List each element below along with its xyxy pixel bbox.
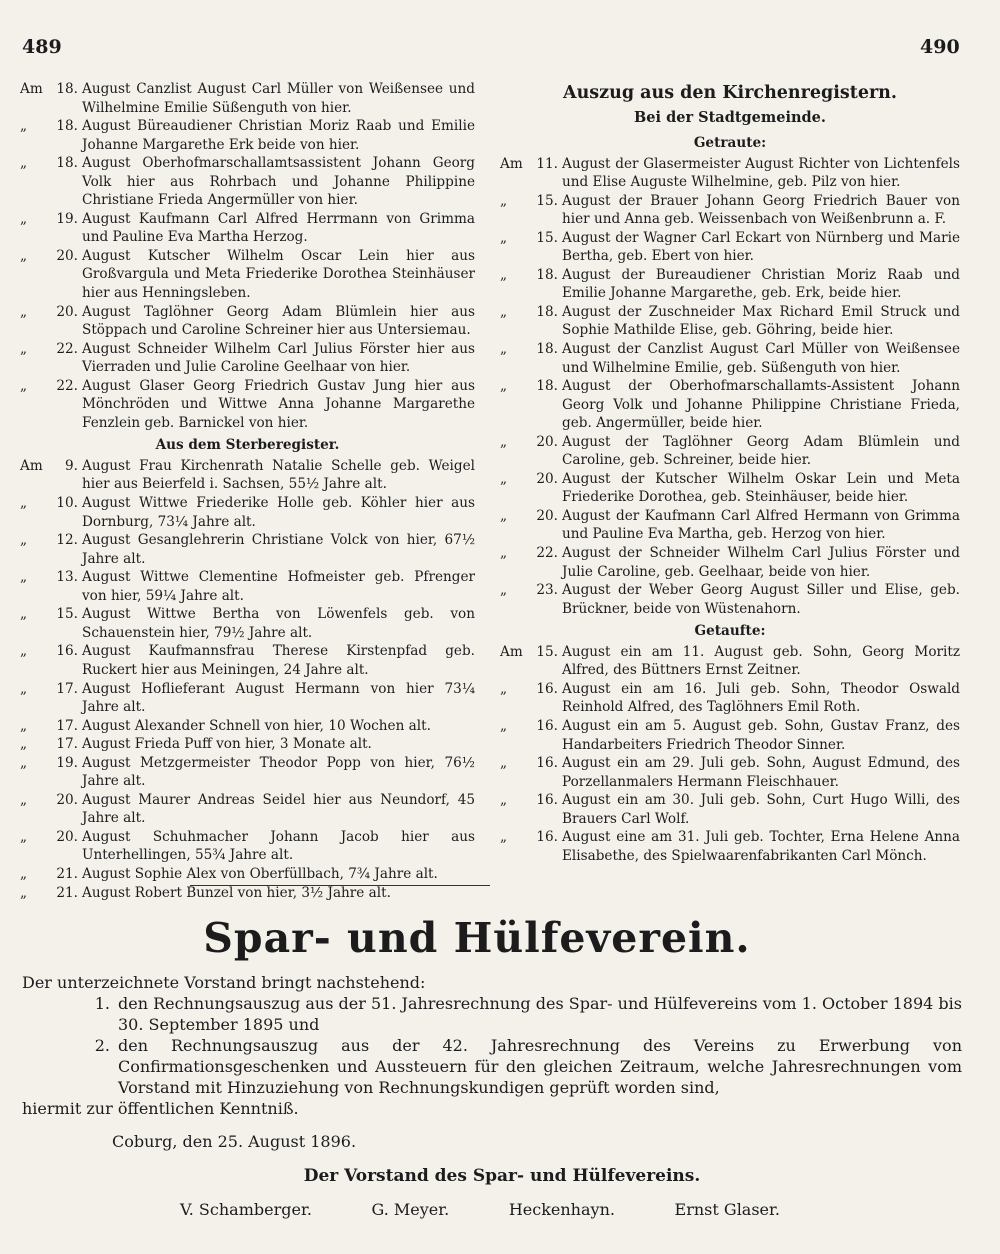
entry-prefix: „ bbox=[500, 755, 508, 772]
entry-text: August Schneider Wilhelm Carl Julius Förster hier aus Vierraden und Julie Caroline Geelhaar von hier. bbox=[82, 340, 475, 376]
notice-item bbox=[22, 993, 962, 1035]
notice-item-text: den Rechnungsauszug aus der 51. Jahresrechnung des Spar- und Hülfevereins vom 1. October 1894 bis 30. September 1895 und bbox=[118, 994, 962, 1034]
signature-name: Heckenhayn. bbox=[508, 1200, 615, 1219]
register-entry bbox=[20, 754, 475, 791]
notice-title: Spar- und Hülfeverein. bbox=[203, 914, 751, 962]
entry-day: 15. bbox=[536, 192, 558, 209]
entry-text: August Frieda Puff von hier, 3 Monate alt. bbox=[82, 736, 372, 753]
entry-text: August ein am 5. August geb. Sohn, Gustav Franz, des Handarbeiters Friedrich Theodor Sinner. bbox=[562, 717, 960, 753]
entry-prefix: „ bbox=[20, 828, 28, 845]
entry-prefix: „ bbox=[20, 754, 28, 771]
entry-day: 18. bbox=[536, 378, 558, 395]
entry-text: August der Brauer Johann Georg Friedrich Bauer von hier und Anna geb. Weissenbach von Weißenbrunn a. F. bbox=[562, 192, 960, 228]
register-entry bbox=[20, 457, 475, 494]
entry-text: August eine am 31. Juli geb. Tochter, Erna Helene Anna Elisabethe, des Spielwaarenfabrikanten Carl Mönch. bbox=[562, 829, 960, 864]
entry-prefix: „ bbox=[20, 643, 28, 660]
entry-day: 16. bbox=[536, 792, 558, 809]
entry-day: 22. bbox=[56, 340, 78, 357]
register-entry bbox=[20, 80, 475, 117]
register-entry bbox=[500, 717, 960, 754]
entry-prefix: „ bbox=[500, 829, 508, 846]
right-column bbox=[500, 80, 960, 865]
entry-prefix: „ bbox=[500, 545, 508, 562]
entry-text: August Kaufmannsfrau Therese Kirstenpfad geb. Ruckert hier aus Meiningen, 24 Jahre alt. bbox=[82, 643, 475, 678]
board-heading: Der Vorstand des Spar- und Hülfevereins. bbox=[303, 1166, 701, 1186]
register-entry bbox=[500, 192, 960, 229]
register-entry bbox=[500, 303, 960, 340]
entry-text: August Gesanglehrerin Christiane Volck von hier, 67½ Jahre alt. bbox=[82, 532, 475, 567]
notice-item-number: 1. bbox=[94, 994, 110, 1013]
entry-day: 15. bbox=[536, 643, 558, 660]
entry-text: August Canzlist August Carl Müller von Weißensee und Wilhelmine Emilie Süßenguth von hier. bbox=[82, 81, 475, 116]
entry-day: 18. bbox=[56, 155, 78, 172]
entry-prefix: „ bbox=[20, 884, 28, 901]
entry-day: 20. bbox=[536, 470, 558, 487]
entry-text: August der Kutscher Wilhelm Oskar Lein und Meta Friederike Dorothea, geb. Steinhäuser, beide hier. bbox=[562, 470, 960, 506]
entry-prefix: „ bbox=[500, 582, 508, 599]
entry-text: August Frau Kirchenrath Natalie Schelle geb. Weigel hier aus Beierfeld i. Sachsen, 55½ Jahre alt. bbox=[82, 457, 475, 493]
entry-prefix: „ bbox=[500, 229, 508, 246]
register-entry bbox=[20, 717, 475, 736]
entry-day: 20. bbox=[56, 303, 78, 320]
entry-text: August Kaufmann Carl Alfred Herrmann von Grimma und Pauline Eva Martha Herzog. bbox=[82, 210, 475, 246]
entry-text: August Alexander Schnell von hier, 10 Wochen alt. bbox=[82, 717, 431, 734]
register-entry bbox=[20, 680, 475, 717]
entry-text: August ein am 16. Juli geb. Sohn, Theodor Oswald Reinhold Alfred, des Taglöhners Emil Roth. bbox=[562, 680, 960, 716]
entry-prefix: „ bbox=[500, 717, 508, 734]
register-entry bbox=[500, 680, 960, 717]
register-entry bbox=[500, 377, 960, 433]
register-entry bbox=[500, 155, 960, 192]
register-entry bbox=[20, 303, 475, 340]
entry-day: 16. bbox=[536, 829, 558, 846]
entry-day: 22. bbox=[536, 545, 558, 562]
entry-day: 16. bbox=[536, 717, 558, 734]
entry-text: August der Glasermeister August Richter von Lichtenfels und Elise Auguste Wilhelmine, geb. Pilz von hier. bbox=[562, 155, 960, 191]
register-entry bbox=[500, 544, 960, 581]
register-entry bbox=[500, 754, 960, 791]
entry-day: 11. bbox=[536, 155, 558, 172]
notice-item-text: den Rechnungsauszug aus der 42. Jahresrechnung des Vereins zu Erwerbung von Confirmationsgeschenken und Aussteuern für den gleichen Zeitraum, welche Jahresrechnungen vom Vorstand mit Hinzuziehung von Rechnungskundigen geprüft worden sind, bbox=[118, 1036, 962, 1097]
married-heading: Getraute: bbox=[693, 135, 767, 151]
entry-text: August ein am 29. Juli geb. Sohn, August Edmund, des Porzellanmalers Hermann Fleischhauer. bbox=[562, 755, 960, 790]
entry-day: 16. bbox=[536, 680, 558, 697]
baptized-heading: Getaufte: bbox=[694, 623, 766, 640]
entry-text: August ein am 30. Juli geb. Sohn, Curt Hugo Willi, des Brauers Carl Wolf. bbox=[562, 792, 960, 827]
entry-day: 16. bbox=[56, 643, 78, 660]
entry-day: 16. bbox=[536, 755, 558, 772]
entry-prefix: Am bbox=[500, 155, 523, 172]
entry-prefix: „ bbox=[500, 303, 508, 320]
entry-day: 12. bbox=[56, 532, 78, 549]
marriage-announcements-list bbox=[20, 80, 475, 432]
signature-name: Ernst Glaser. bbox=[674, 1200, 780, 1219]
entry-day: 18. bbox=[536, 266, 558, 283]
baptized-list bbox=[500, 643, 960, 866]
register-entry bbox=[500, 828, 960, 865]
entry-text: August Wittwe Bertha von Löwenfels geb. von Schauenstein hier, 79½ Jahre alt. bbox=[82, 606, 475, 641]
register-entry bbox=[20, 340, 475, 377]
entry-text: August der Wagner Carl Eckart von Nürnberg und Marie Bertha, geb. Ebert von hier. bbox=[562, 229, 960, 265]
entry-text: August der Canzlist August Carl Müller von Weißensee und Wilhelmine Emilie, geb. Süßenguth von hier. bbox=[562, 341, 960, 376]
entry-prefix: „ bbox=[20, 569, 28, 586]
entry-prefix: „ bbox=[500, 433, 508, 450]
entry-text: August ein am 11. August geb. Sohn, Georg Moritz Alfred, des Büttners Ernst Zeitner. bbox=[562, 643, 960, 679]
page-number-right: 490 bbox=[920, 36, 960, 58]
register-entry bbox=[500, 340, 960, 377]
register-entry bbox=[500, 433, 960, 470]
section-divider bbox=[190, 885, 490, 886]
entry-text: August Schuhmacher Johann Jacob hier aus Unterhellingen, 55¾ Jahre alt. bbox=[82, 828, 475, 864]
entry-prefix: „ bbox=[20, 606, 28, 623]
entry-text: August der Zuschneider Max Richard Emil Struck und Sophie Mathilde Elise, geb. Göhring, beide hier. bbox=[562, 303, 960, 339]
register-entry bbox=[20, 865, 475, 884]
death-register-heading: Aus dem Sterberegister. bbox=[155, 437, 340, 454]
entry-prefix: „ bbox=[20, 118, 28, 135]
entry-day: 21. bbox=[56, 884, 78, 901]
register-entry bbox=[20, 531, 475, 568]
entry-text: August Büreaudiener Christian Moriz Raab und Emilie Johanne Margarethe Erk beide von hier. bbox=[82, 118, 475, 153]
entry-day: 17. bbox=[56, 717, 78, 734]
entry-day: 18. bbox=[536, 341, 558, 358]
entry-text: August Taglöhner Georg Adam Blümlein hier aus Stöppach und Caroline Schreiner hier aus Untersiemau. bbox=[82, 303, 475, 339]
entry-prefix: „ bbox=[500, 792, 508, 809]
entry-prefix: „ bbox=[20, 791, 28, 808]
register-entry bbox=[20, 828, 475, 865]
entry-text: August Maurer Andreas Seidel hier aus Neundorf, 45 Jahre alt. bbox=[82, 791, 475, 827]
association-notice bbox=[22, 910, 962, 1220]
register-entry bbox=[20, 377, 475, 433]
entry-day: 19. bbox=[56, 210, 78, 227]
entry-text: August der Oberhofmarschallamts-Assistent Johann Georg Volk und Johanne Philippine Christiane Frieda, geb. Angermüller, beide hier. bbox=[562, 378, 960, 432]
notice-date: Coburg, den 25. August 1896. bbox=[112, 1132, 357, 1151]
entry-day: 19. bbox=[56, 754, 78, 771]
signatures bbox=[180, 1199, 780, 1220]
register-entry bbox=[20, 605, 475, 642]
entry-day: 18. bbox=[56, 81, 78, 97]
entry-prefix: „ bbox=[20, 717, 28, 734]
notice-item-number: 2. bbox=[94, 1036, 110, 1055]
register-entry bbox=[500, 266, 960, 303]
register-entry bbox=[20, 735, 475, 754]
entry-text: August Metzgermeister Theodor Popp von hier, 76½ Jahre alt. bbox=[82, 754, 475, 790]
entry-text: August Hoflieferant August Hermann von hier 73¼ Jahre alt. bbox=[82, 680, 475, 716]
entry-text: August Robert Bunzel von hier, 3½ Jahre alt. bbox=[82, 884, 391, 901]
register-entry bbox=[20, 210, 475, 247]
entry-prefix: „ bbox=[500, 378, 508, 395]
entry-day: 17. bbox=[56, 680, 78, 697]
entry-day: 9. bbox=[65, 457, 78, 474]
entry-prefix: „ bbox=[20, 377, 28, 394]
entry-day: 22. bbox=[56, 377, 78, 394]
entry-prefix: „ bbox=[500, 507, 508, 524]
register-entry bbox=[20, 247, 475, 303]
notice-closing: hiermit zur öffentlichen Kenntniß. bbox=[22, 1099, 299, 1118]
entry-text: August Kutscher Wilhelm Oscar Lein hier aus Großvargula und Meta Friederike Dorothea Steinhäuser hier aus Henningsleben. bbox=[82, 247, 475, 302]
entry-text: August Oberhofmarschallamtsassistent Johann Georg Volk hier aus Rohrbach und Johanne Philippine Christiane Frieda Angermüller von hier. bbox=[82, 155, 475, 209]
signature-name: V. Schamberger. bbox=[180, 1200, 312, 1219]
city-parish-subtitle: Bei der Stadtgemeinde. bbox=[634, 109, 826, 126]
entry-day: 20. bbox=[56, 247, 78, 264]
entry-text: August der Bureaudiener Christian Moriz Raab und Emilie Johanne Margarethe, geb. Erk, beide hier. bbox=[562, 266, 960, 302]
entry-prefix: Am bbox=[20, 81, 43, 97]
entry-day: 20. bbox=[536, 507, 558, 524]
entry-text: August der Weber Georg August Siller und Elise, geb. Brückner, beide von Wüstenahorn. bbox=[562, 582, 960, 617]
entry-day: 15. bbox=[56, 606, 78, 623]
entry-text: August der Taglöhner Georg Adam Blümlein und Caroline, geb. Schreiner, beide hier. bbox=[562, 433, 960, 469]
married-list bbox=[500, 155, 960, 619]
register-entry bbox=[20, 154, 475, 210]
entry-day: 23. bbox=[536, 582, 558, 599]
register-entry bbox=[500, 791, 960, 828]
register-entry bbox=[500, 507, 960, 544]
entry-text: August der Kaufmann Carl Alfred Hermann von Grimma und Pauline Eva Martha, geb. Herzog von hier. bbox=[562, 507, 960, 543]
entry-prefix: „ bbox=[20, 532, 28, 549]
register-entry bbox=[20, 642, 475, 679]
entry-day: 18. bbox=[536, 303, 558, 320]
entry-prefix: „ bbox=[20, 865, 28, 882]
page-number-left: 489 bbox=[22, 36, 62, 58]
register-entry bbox=[20, 791, 475, 828]
signature-name: G. Meyer. bbox=[371, 1200, 450, 1219]
entry-day: 13. bbox=[56, 569, 78, 586]
entry-text: August der Schneider Wilhelm Carl Julius Förster und Julie Caroline, geb. Geelhaar, beide von hier. bbox=[562, 545, 960, 580]
death-register-list bbox=[20, 457, 475, 902]
notice-intro: Der unterzeichnete Vorstand bringt nachstehend: bbox=[22, 973, 426, 992]
entry-prefix: „ bbox=[20, 680, 28, 697]
entry-prefix: „ bbox=[500, 341, 508, 358]
entry-day: 21. bbox=[56, 865, 78, 882]
entry-prefix: „ bbox=[20, 210, 28, 227]
register-entry bbox=[500, 581, 960, 618]
register-entry bbox=[20, 117, 475, 154]
entry-prefix: „ bbox=[20, 155, 28, 172]
entry-prefix: „ bbox=[500, 266, 508, 283]
entry-prefix: „ bbox=[20, 495, 28, 512]
entry-prefix: Am bbox=[500, 643, 523, 660]
entry-text: August Wittwe Friederike Holle geb. Köhler hier aus Dornburg, 73¼ Jahre alt. bbox=[82, 495, 475, 530]
entry-day: 20. bbox=[56, 828, 78, 845]
entry-text: August Glaser Georg Friedrich Gustav Jung hier aus Mönchröden und Wittwe Anna Johanne Margarethe Fenzlein geb. Barnickel von hier. bbox=[82, 377, 475, 431]
register-entry bbox=[500, 643, 960, 680]
entry-day: 18. bbox=[56, 118, 78, 135]
entry-prefix: „ bbox=[20, 247, 28, 264]
register-entry bbox=[500, 229, 960, 266]
entry-prefix: Am bbox=[20, 457, 43, 474]
entry-prefix: „ bbox=[20, 736, 28, 753]
entry-prefix: „ bbox=[500, 192, 508, 209]
entry-prefix: „ bbox=[500, 680, 508, 697]
entry-day: 15. bbox=[536, 229, 558, 246]
register-entry bbox=[20, 884, 475, 903]
entry-text: August Sophie Alex von Oberfüllbach, 7¾ Jahre alt. bbox=[82, 865, 438, 882]
entry-day: 17. bbox=[56, 736, 78, 753]
entry-day: 20. bbox=[56, 791, 78, 808]
entry-prefix: „ bbox=[500, 470, 508, 487]
register-entry bbox=[20, 494, 475, 531]
entry-prefix: „ bbox=[20, 303, 28, 320]
entry-prefix: „ bbox=[20, 340, 28, 357]
church-register-title: Auszug aus den Kirchenregistern. bbox=[563, 83, 897, 103]
register-entry bbox=[20, 568, 475, 605]
entry-day: 20. bbox=[536, 433, 558, 450]
register-entry bbox=[500, 470, 960, 507]
entry-text: August Wittwe Clementine Hofmeister geb. Pfrenger von hier, 59¼ Jahre alt. bbox=[82, 569, 475, 604]
entry-day: 10. bbox=[56, 495, 78, 512]
left-column bbox=[20, 80, 475, 902]
notice-item bbox=[22, 1035, 962, 1098]
